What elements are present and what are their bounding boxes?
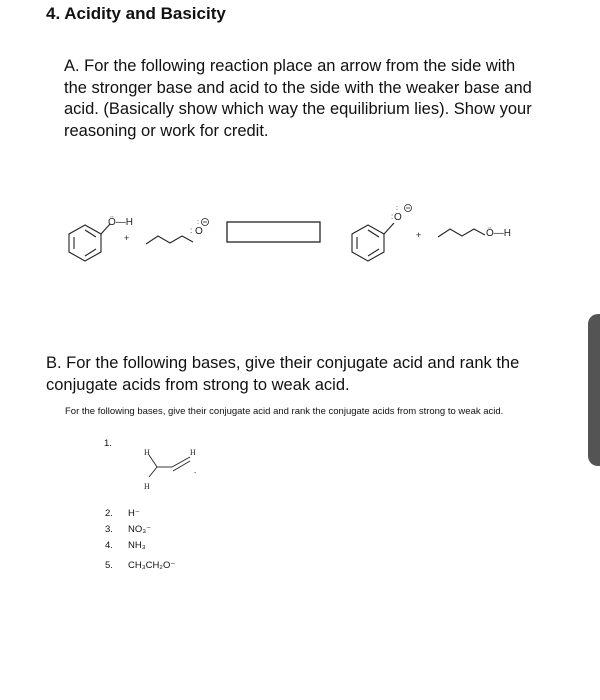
ethoxide-chain <box>146 236 193 244</box>
list-item-formula: NH₃ <box>128 540 146 551</box>
alkene-h-label: H <box>144 448 150 457</box>
left-oh-label: Ö—H <box>108 217 133 228</box>
part-a-instructions: A. For the following reaction place an arrow from the side with the stronger base and acid to the side with the weaker base and acid. (Basically show which way the equilibrium lies). Show your reasoning or work for credit. <box>64 57 532 140</box>
list-item-number: 3. <box>105 524 113 535</box>
svg-text::: : <box>396 205 398 212</box>
chevron-left-icon[interactable] <box>566 375 592 405</box>
part-b-subtext: For the following bases, give their conjugate acid and rank the conjugate acids from strong to weak acid. <box>65 406 504 417</box>
svg-text::: : <box>197 219 199 226</box>
ethanol-chain <box>438 229 485 237</box>
list-item-number: 4. <box>105 540 113 551</box>
list-item-formula: H⁻ <box>128 508 140 519</box>
svg-text:-: - <box>194 470 197 477</box>
plus-sign-right: + <box>416 230 422 240</box>
list-item-number: 5. <box>105 560 113 571</box>
alkene-h-label: H <box>144 482 150 491</box>
phenol-ring <box>69 224 110 261</box>
alkene-structure <box>149 455 190 477</box>
phenoxide-ring <box>352 223 394 261</box>
list-item-number: 2. <box>105 508 113 519</box>
right-oh-label: Ö—H <box>486 228 511 239</box>
ethoxide-o-label: O <box>195 226 203 237</box>
section-heading: 4. Acidity and Basicity <box>46 4 226 23</box>
svg-text::: : <box>391 212 394 221</box>
reaction-arrow-box <box>227 222 320 242</box>
list-item-formula: NO₃⁻ <box>128 524 152 535</box>
phenoxide-o-label: O <box>394 212 402 223</box>
plus-sign-left: + <box>124 233 130 243</box>
list-item-formula: CH₃CH₂O⁻ <box>128 560 176 571</box>
list-item-number: 1. <box>104 438 112 449</box>
svg-text::: : <box>190 226 193 235</box>
part-b-instructions: B. For the following bases, give their conjugate acid and rank the conjugate acids from strong to weak acid. <box>46 354 520 394</box>
alkene-h-label: H <box>190 448 196 457</box>
